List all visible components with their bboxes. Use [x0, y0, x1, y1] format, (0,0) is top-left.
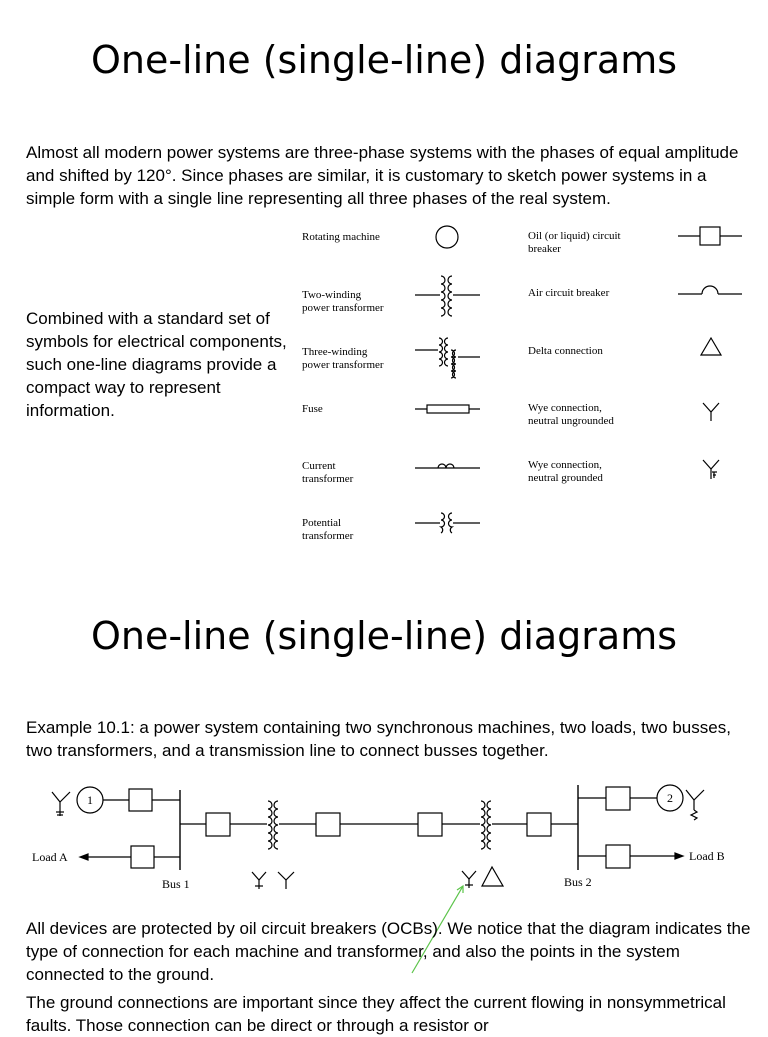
- machine-2-number: 2: [667, 791, 673, 805]
- slide-2-title: One-line (single-line) diagrams: [90, 614, 678, 658]
- ground-paragraph: The ground connections are important since they affect the current flowing in nonsymmetrical faults. Those connection can be direct or through a resistor or: [26, 993, 726, 1035]
- breaker-m1: [129, 789, 152, 811]
- slide-1-title: One-line (single-line) diagrams: [90, 38, 678, 82]
- label-fuse: Fuse: [302, 403, 323, 415]
- breaker-load-b: [606, 845, 630, 868]
- t1-wye-ungrounded-icon: [278, 872, 294, 889]
- combined-paragraph: Combined with a standard set of symbols for electrical components, such one-line diagrams provide a compact way to represent information.: [26, 309, 287, 420]
- intro-paragraph: Almost all modern power systems are three-phase systems with the phases of equal amplitude and shifted by 120°. Since phases are similar, it is customary to sketch power systems in a simple form with a single line representing all three phases of the real system.: [26, 143, 739, 208]
- label-three-winding-transformer: Three-winding power transformer: [302, 346, 384, 371]
- t1-wye-grounded-icon: [252, 872, 266, 889]
- load-b-label: Load B: [689, 849, 725, 863]
- breaker-t2-primary: [418, 813, 442, 836]
- machine-1-wye-grounded-icon: [52, 792, 70, 816]
- transformer-2-icon: [481, 801, 491, 849]
- bus-1-label: Bus 1: [162, 877, 190, 891]
- ocb-paragraph: All devices are protected by oil circuit breakers (OCBs). We notice that the diagram indicates the type of connection for each machine and transformer, and also the points in the system connected to the ground.: [26, 919, 751, 984]
- t2-wye-grounded-icon: [462, 871, 476, 888]
- machine-1-number: 1: [87, 793, 93, 807]
- breaker-t1-secondary: [316, 813, 340, 836]
- bus-2-label: Bus 2: [564, 875, 592, 889]
- load-b-arrow: [675, 853, 683, 859]
- breaker-t1-primary: [206, 813, 230, 836]
- label-air-circuit-breaker: Air circuit breaker: [528, 287, 610, 299]
- example-paragraph: Example 10.1: a power system containing two synchronous machines, two loads, two busses, two transformers, and a transmission line to connect busses together.: [26, 718, 731, 760]
- label-oil-circuit-breaker: Oil (or liquid) circuit breaker: [528, 230, 621, 255]
- machine-2-wye-grounded-icon: [686, 790, 704, 820]
- label-current-transformer: Current transformer: [302, 460, 354, 485]
- breaker-m2: [606, 787, 630, 810]
- label-wye-grounded: Wye connection, neutral grounded: [528, 459, 603, 484]
- label-two-winding-transformer: Two-winding power transformer: [302, 289, 384, 314]
- load-a-arrow: [80, 854, 88, 860]
- load-a-label: Load A: [32, 850, 68, 864]
- label-wye-ungrounded: Wye connection, neutral ungrounded: [528, 402, 614, 427]
- transformer-1-icon: [268, 801, 278, 849]
- breaker-t2-secondary: [527, 813, 551, 836]
- t2-delta-icon: [482, 867, 503, 886]
- label-rotating-machine: Rotating machine: [302, 231, 380, 243]
- label-delta-connection: Delta connection: [528, 345, 603, 357]
- label-potential-transformer: Potential transformer: [302, 517, 354, 542]
- breaker-load-a: [131, 846, 154, 868]
